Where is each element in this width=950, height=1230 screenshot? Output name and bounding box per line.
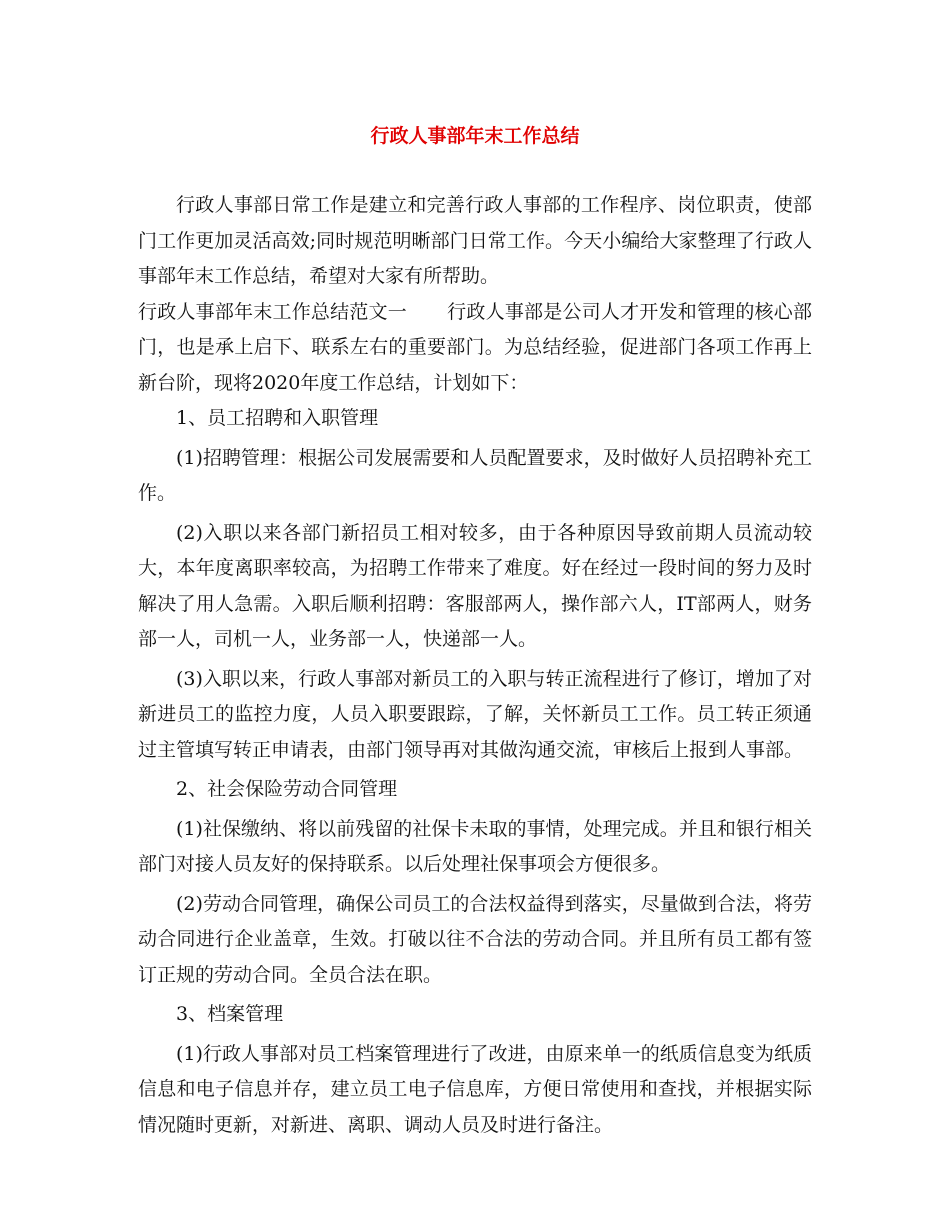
section-3-heading: 3、档案管理	[176, 1003, 284, 1025]
section-1-item-3: (3)入职以来，行政人事部对新员工的入职与转正流程进行了修订，增加了对新进员工的监控力度，人员入职要跟踪，了解，关怀新员工工作。员工转正须通过主管填写转正申请表，由部门领导再对其做沟通交流，审核后上报到人事部。	[138, 667, 812, 761]
intro-paragraph: 行政人事部日常工作是建立和完善行政人事部的工作程序、岗位职责，使部门工作更加灵活高效;同时规范明晰部门日常工作。今天小编给大家整理了行政人事部年末工作总结，希望对大家有所帮助。	[138, 194, 812, 287]
section-2-heading: 2、社会保险劳动合同管理	[176, 778, 398, 800]
section-2-item-1: (1)社保缴纳、将以前残留的社保卡未取的事情，处理完成。并且和银行相关部门对接人员友好的保持联系。以后处理社保事项会方便很多。	[138, 817, 812, 875]
sample-intro-text: 行政人事部是公司人才开发和管理的核心部门，也是承上启下、联系左右的重要部门。为总结经验，促进部门各项工作再上新台阶，现将2020年度工作总结，计划如下：	[138, 300, 812, 394]
sample-heading: 行政人事部年末工作总结范文一	[138, 300, 407, 323]
section-2-item-2: (2)劳动合同管理，确保公司员工的合法权益得到落实，尽量做到合法，将劳动合同进行企业盖章，生效。打破以往不合法的劳动合同。并且所有员工都有签订正规的劳动合同。全员合法在职。	[138, 892, 812, 986]
section-3-item-1: (1)行政人事部对员工档案管理进行了改进，由原来单一的纸质信息变为纸质信息和电子信息并存，建立员工电子信息库，方便日常使用和查找，并根据实际情况随时更新，对新进、离职、调动人员及时进行备注。	[138, 1042, 812, 1136]
page-title: 行政人事部年末工作总结	[370, 125, 580, 147]
section-1-item-2: (2)入职以来各部门新招员工相对较多，由于各种原因导致前期人员流动较大，本年度离职率较高，为招聘工作带来了难度。好在经过一段时间的努力及时解决了用人急需。入职后顺利招聘：客服部两人，操作部六人，IT部两人，财务部一人，司机一人，业务部一人，快递部一人。	[138, 521, 812, 650]
section-1-heading: 1、员工招聘和入职管理	[176, 407, 379, 429]
section-1-item-1: (1)招聘管理：根据公司发展需要和人员配置要求，及时做好人员招聘补充工作。	[138, 446, 812, 504]
sample-intro-paragraph	[138, 295, 812, 402]
